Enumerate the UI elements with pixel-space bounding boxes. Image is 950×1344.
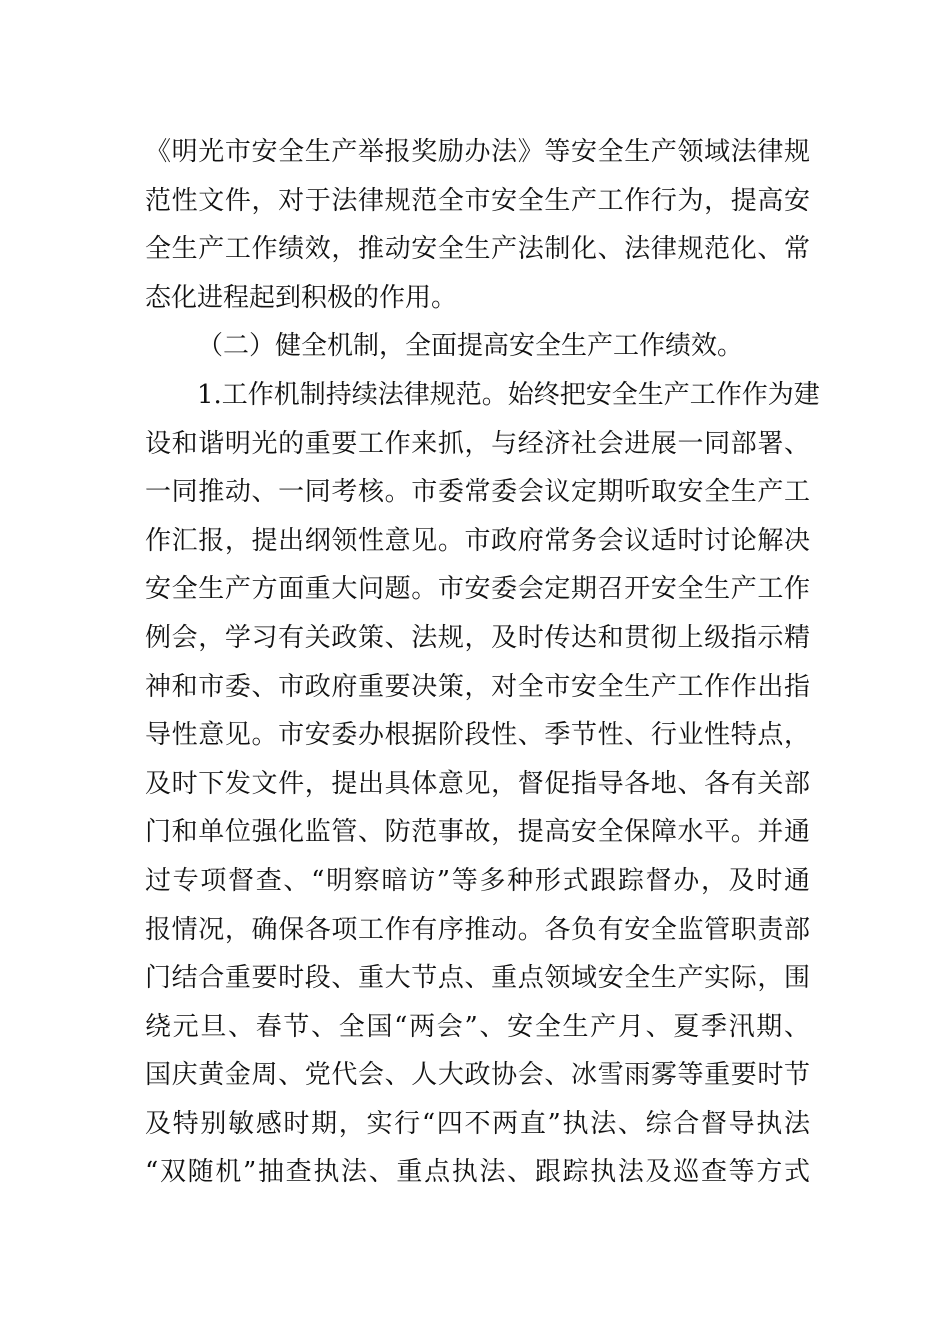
body-text [145,128,820,1197]
text-line: 及时下发文件，提出具体意见，督促指导各地、各有关部 [145,768,810,799]
text-line: 作汇报，提出纲领性意见。市政府常务会议适时讨论解决 [145,525,810,556]
text-line: 门和单位强化监管、防范事故，提高安全保障水平。并通 [145,817,810,848]
text-line: 绕元旦、春节、全国“两会”、安全生产月、夏季汛期、 [145,1011,810,1042]
text-line: 及特别敏感时期，实行“四不两直”执法、综合督导执法 [145,1108,810,1139]
text-line: 全生产工作绩效，推动安全生产法制化、法律规范化、常 [145,234,810,265]
text-line: 范性文件，对于法律规范全市安全生产工作行为，提高安 [145,185,810,216]
text-line: 《明光市安全生产举报奖励办法》等安全生产领域法律规 [145,137,810,167]
text-line: 导性意见。市安委办根据阶段性、季节性、行业性特点， [145,720,810,751]
text-line: 门结合重要时段、重大节点、重点领域安全生产实际，围 [145,963,810,994]
text-line: 例会，学习有关政策、法规，及时传达和贯彻上级指示精 [145,622,810,653]
text-line: 一同推动、一同考核。市委常委会议定期听取安全生产工 [145,477,810,508]
text-line: 神和市委、市政府重要决策，对全市安全生产工作作出指 [145,671,810,702]
text-line: 安全生产方面重大问题。市安委会定期召开安全生产工作 [145,574,810,605]
text-line: 态化进程起到积极的作用。 [145,282,458,313]
text-line: 1.工作机制持续法律规范。始终把安全生产工作作为建 [197,379,820,410]
text-line: 报情况，确保各项工作有序推动。各负有安全监管职责部 [145,914,810,945]
text-line: 设和谐明光的重要工作来抓，与经济社会进展一同部署、 [145,428,810,459]
text-line: 国庆黄金周、党代会、人大政协会、冰雪雨雾等重要时节 [145,1060,810,1091]
section-heading: （二）健全机制，全面提高安全生产工作绩效。 [197,331,744,362]
text-line: 过专项督查、“明察暗访”等多种形式跟踪督办，及时通 [145,865,810,896]
text-line: “双随机”抽查执法、重点执法、跟踪执法及巡查等方式 [145,1157,810,1188]
